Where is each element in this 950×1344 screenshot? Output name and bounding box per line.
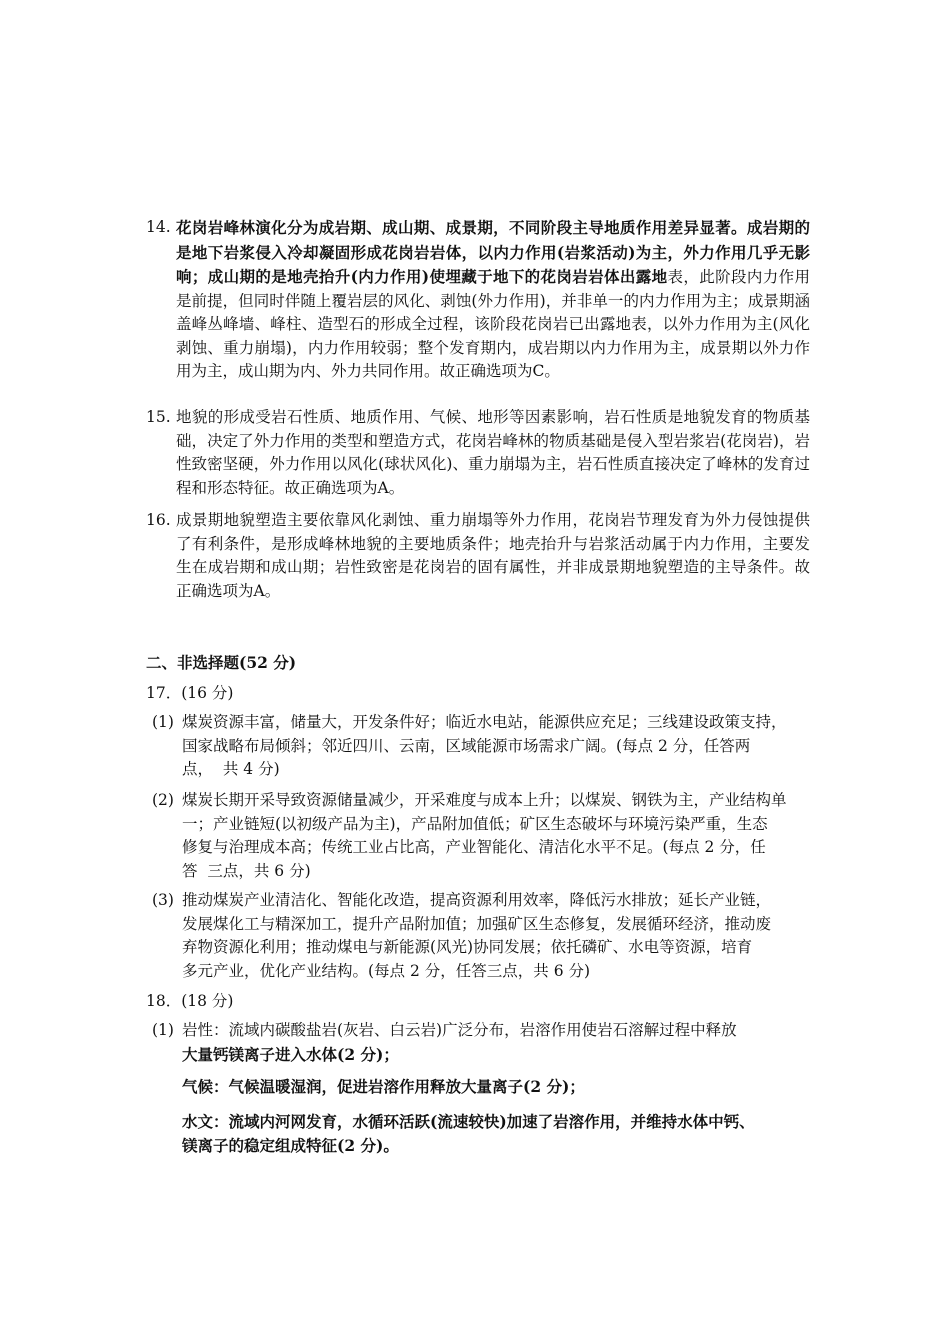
q17-part-2 bbox=[152, 789, 808, 883]
part-line: 修复与治理成本高；传统工业占比高，产业智能化、清洁化水平不足。(每点 2 分，任 bbox=[182, 838, 766, 856]
section-title: 二、非选择题(52 分) bbox=[146, 653, 297, 672]
part-line: 一；产业链短(以初级产品为主)，产品附加值低；矿区生态破坏与环境污染严重，生态 bbox=[182, 814, 768, 833]
part-line: 国家战略布局倾斜；邻近四川、云南，区域能源市场需求广阔。(每点 2 分，任答两 bbox=[182, 736, 751, 755]
answer-text: 表，此阶段内力作用是前提，但同时伴随上覆岩层的风化、剥蚀(外力作用)，并非单一的内力作用为主；成景期涵盖峰丛峰墙、峰柱、造型石的形成全过程，该阶段花岗岩已出露地表，以外力作用为主(风化剥蚀、重力崩塌)，内力作用较弱；整个发育期内，成岩期以内力作用为主，成景期以外力作用为主，成山期为内、外力共同作用。故正确选项为C。 bbox=[176, 268, 810, 380]
answer-text: 地貌的形成受岩石性质、地质作用、气候、地形等因素影响，岩石性质是地貌发育的物质基础，决定了外力作用的类型和塑造方式，花岗岩峰林的物质基础是侵入型岩浆岩(花岗岩)，岩性致密坚硬，外力作用以风化(球状风化)、重力崩塌为主，岩石性质直接决定了峰林的发育过程和形态特征。故正确选项为A。 bbox=[176, 408, 810, 497]
part-line: 答 三点，共 6 分) bbox=[182, 861, 311, 880]
part-line: 岩性：流域内碳酸盐岩(灰岩、白云岩)广泛分布，岩溶作用使岩石溶解过程中释放 bbox=[182, 1021, 737, 1039]
part-line: 煤炭长期开采导致资源储量减少，开采难度与成本上升；以煤炭、钢铁为主，产业结构单 bbox=[182, 791, 787, 809]
part-number: (2) bbox=[152, 791, 174, 809]
answer-body bbox=[176, 216, 810, 384]
answer-text: 成景期地貌塑造主要依靠风化剥蚀、重力崩塌等外力作用，花岗岩节理发育为外力侵蚀提供了有利条件，是形成峰林地貌的主要地质条件；地壳抬升与岩浆活动属于内力作用，主要发生在成岩期和成山期；岩性致密是花岗岩的固有属性，并非成景期地貌塑造的主导条件。故正确选项为A。 bbox=[176, 511, 810, 600]
part-body bbox=[182, 1019, 808, 1066]
q17-part-1 bbox=[152, 711, 808, 782]
hydro-line: 水文：流域内河网发育，水循环活跃(流速较快)加速了岩溶作用，并维持水体中钙、 bbox=[182, 1112, 755, 1131]
answer-number: 16. bbox=[146, 511, 171, 529]
answer-number: 14. bbox=[146, 218, 171, 236]
part-number: (3) bbox=[152, 891, 174, 909]
part-line: 发展煤化工与精深加工，提升产品附加值；加强矿区生态修复，发展循环经济，推动废 bbox=[182, 914, 772, 933]
answer-number: 15. bbox=[146, 408, 171, 426]
part-line: 多元产业，优化产业结构。(每点 2 分，任答三点，共 6 分) bbox=[182, 961, 591, 980]
part-line: 煤炭资源丰富，储量大，开发条件好；临近水电站，能源供应充足；三线建设政策支持， bbox=[182, 713, 787, 731]
hydro-line: 镁离子的稳定组成特征(2 分)。 bbox=[182, 1135, 399, 1155]
part-line: 点， 共 4 分) bbox=[182, 760, 280, 778]
answer-bold-text: 花岗岩峰林演化分为成岩期、成山期、成景期，不同阶段主导地质作用差异显著。成岩期的是地下岩浆侵入冷却凝固形成花岗岩岩体，以内力作用(岩浆活动)为主，外力作用几乎无影响；成山期的是地壳抬升(内力作用)使埋藏于地下的花岗岩岩体出露地 bbox=[176, 218, 810, 286]
question-17-heading: 17．(16 分) bbox=[146, 684, 234, 702]
part-body bbox=[182, 889, 808, 983]
part-line-bold: 大量钙镁离子进入水体(2 分)； bbox=[182, 1044, 399, 1064]
part-number: (1) bbox=[152, 713, 174, 731]
part-body bbox=[182, 711, 808, 782]
part-number: (1) bbox=[152, 1021, 174, 1039]
q17-part-3 bbox=[152, 889, 808, 983]
question-18-heading: 18．(18 分) bbox=[146, 992, 234, 1010]
answer-14 bbox=[146, 216, 810, 384]
answer-16 bbox=[146, 509, 810, 603]
part-line: 推动煤炭产业清洁化、智能化改造，提高资源利用效率，降低污水排放；延长产业链， bbox=[182, 891, 772, 909]
q18-climate-answer: 气候：气候温暖湿润，促进岩溶作用释放大量离子(2 分)； bbox=[182, 1077, 585, 1096]
q18-part-1 bbox=[152, 1019, 808, 1066]
part-body bbox=[182, 789, 808, 883]
part-line: 弃物资源化利用；推动煤电与新能源(风光)协同发展；依托磷矿、水电等资源，培育 bbox=[182, 938, 753, 956]
q18-hydro-answer bbox=[182, 1110, 810, 1157]
answer-15 bbox=[146, 406, 810, 500]
